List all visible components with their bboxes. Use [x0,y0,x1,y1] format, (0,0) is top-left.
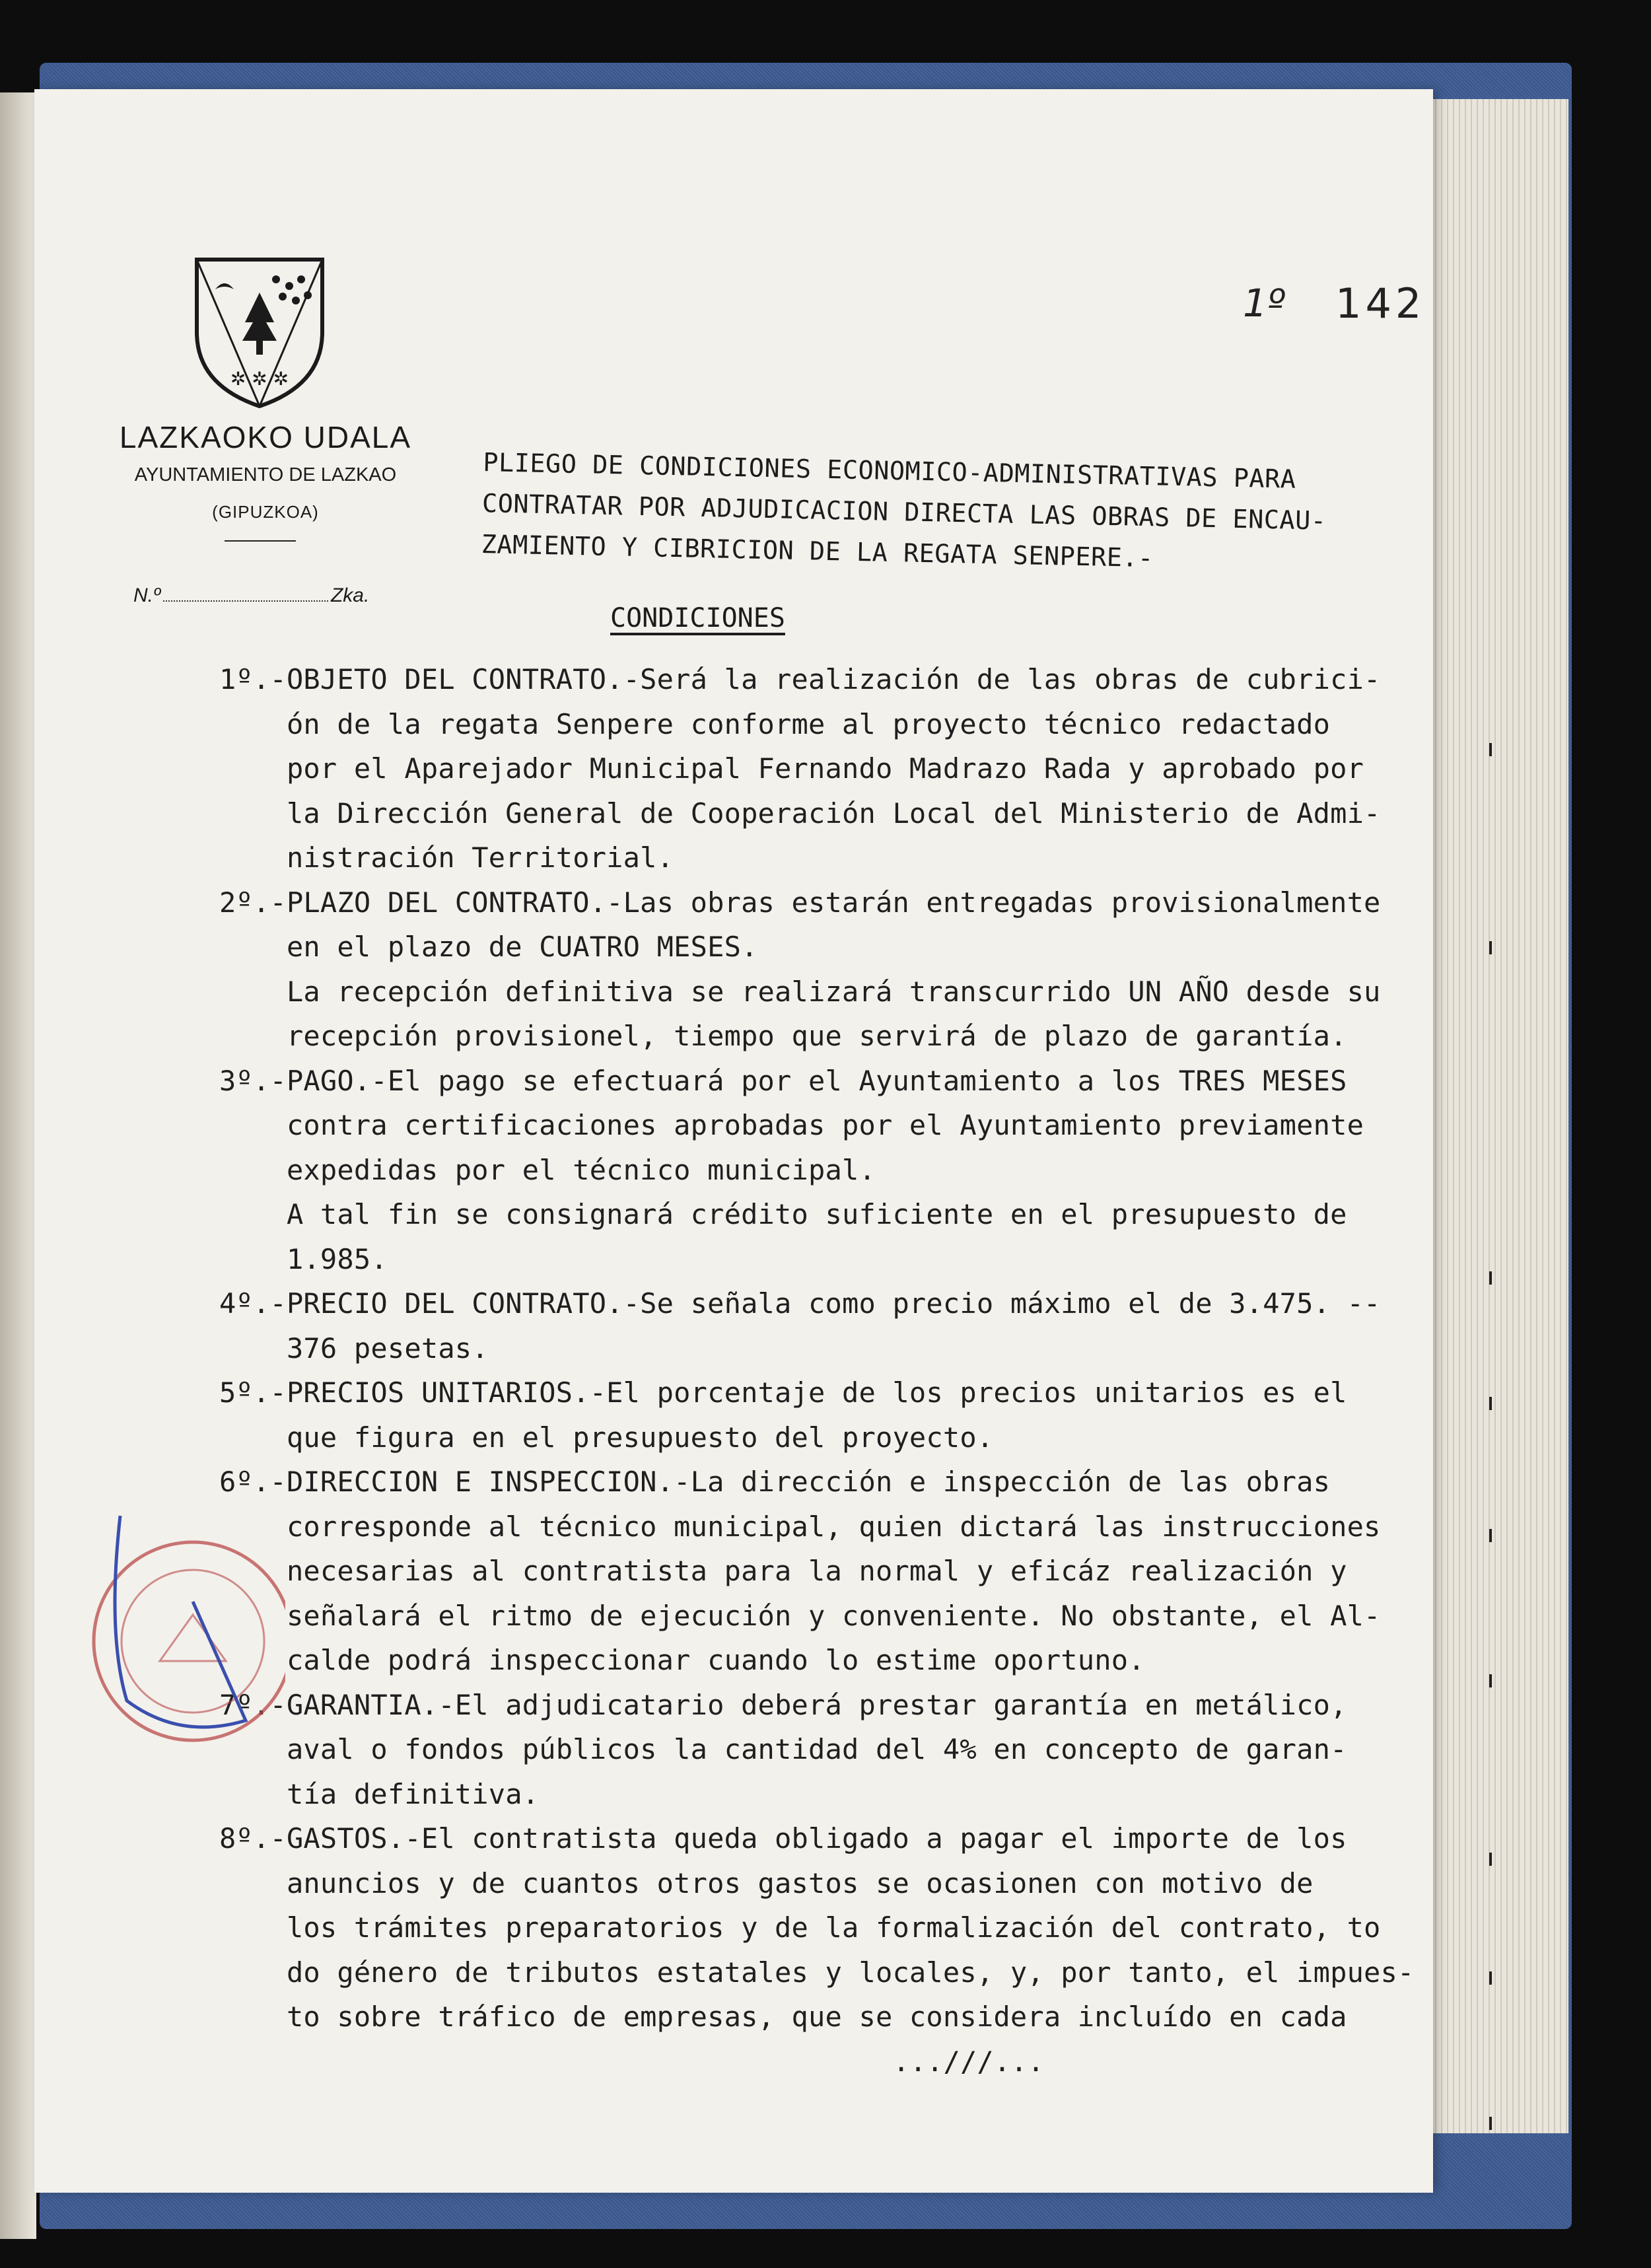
body-line: 8º.-GASTOS.-El contratista queda obligado a pagar el importe de los [219,1822,1347,1855]
continuation-marker: ...///... [893,2045,1045,2078]
body-line: corresponde al técnico municipal, quien dictará las instrucciones [219,1510,1381,1543]
organization-subtitle: AYUNTAMIENTO DE LAZKAO [134,464,397,485]
body-line: 1º.-OBJETO DEL CONTRATO.-Será la realización de las obras de cubrici- [219,663,1381,695]
body-line: por el Aparejador Municipal Fernando Madrazo Rada y aprobado por [219,752,1364,785]
body-line: expedidas por el técnico municipal. [219,1153,876,1186]
body-line: A tal fin se consignará crédito suficiente en el presupuesto de [219,1198,1347,1230]
handwritten-folio-mark: 1º [1243,281,1286,326]
body-line: anuncios y de cuantos otros gastos se ocasionen con motivo de [219,1866,1314,1899]
body-line: 5º.-PRECIOS UNITARIOS.-El porcentaje de los precios unitarios es el [219,1376,1347,1409]
body-line: 4º.-PRECIO DEL CONTRATO.-Se señala como precio máximo el de 3.475. -- [219,1287,1381,1320]
title-line: PLIEGO DE CONDICIONES ECONOMICO-ADMINISTRATIVAS PARA [482,447,1296,495]
body-line: señalará el ritmo de ejecución y conveniente. No obstante, el Al- [219,1599,1381,1632]
body-line: ón de la regata Senpere conforme al proyecto técnico redactado [219,707,1331,740]
conditions-heading: CONDICIONES [610,603,785,633]
body-line: 3º.-PAGO.-El pago se efectuará por el Ayuntamiento a los TRES MESES [219,1064,1347,1097]
body-line: recepción provisionel, tiempo que servirá de plazo de garantía. [219,1020,1347,1052]
body-line: do género de tributos estatales y locales, y, por tanto, el impues- [219,1956,1415,1989]
body-line: 7º.-GARANTIA.-El adjudicatario deberá prestar garantía en metálico, [219,1688,1347,1721]
body-line: La recepción definitiva se realizará transcurrido UN AÑO desde su [219,975,1381,1008]
body-line: 1.985. [219,1242,388,1275]
body-line: nistración Territorial. [219,841,674,874]
margin-tick-marks [1464,717,1517,2236]
body-line: contra certificaciones aprobadas por el Ayuntamiento previamente [219,1109,1364,1141]
organization-province: (GIPUZKOA) [212,502,319,522]
reference-prefix: N.º [133,585,160,606]
body-line: 2º.-PLAZO DEL CONTRATO.-Las obras estarán entregadas provisionalmente [219,886,1381,919]
reference-blank [163,588,328,602]
body-line: que figura en el presupuesto del proyecto. [219,1421,994,1454]
folio-number: 142 [1335,279,1426,328]
svg-text:✲ ✲ ✲: ✲ ✲ ✲ [230,368,289,390]
body-line: tía definitiva. [219,1777,540,1810]
body-line: to sobre tráfico de empresas, que se considera incluído en cada [219,2001,1347,2033]
letterhead-rule [225,540,296,542]
left-facing-page-edge [0,92,36,2239]
document-page [34,89,1433,2193]
body-line: en el plazo de CUATRO MESES. [219,931,758,963]
reference-suffix: Zka. [330,585,370,606]
municipal-stamp-icon [81,1503,285,1773]
organization-name: LAZKAOKO UDALA [119,420,412,454]
conditions-body [219,657,1487,2084]
municipal-crest-icon [190,253,329,411]
body-line: aval o fondos públicos la cantidad del 4% en concepto de garan- [219,1733,1347,1765]
title-line: ZAMIENTO Y CIBRICION DE LA REGATA SENPERE.- [481,529,1154,574]
body-line: los trámites preparatorios y de la formalización del contrato, to [219,1911,1381,1944]
body-line: la Dirección General de Cooperación Local del Ministerio de Admi- [219,797,1381,830]
title-line: CONTRATAR POR ADJUDICACION DIRECTA LAS OBRAS DE ENCAU- [481,488,1327,536]
body-line: 376 pesetas. [219,1331,489,1364]
body-line: necesarias al contratista para la normal y eficáz realización y [219,1555,1347,1587]
document-title [481,443,1434,585]
body-line: 6º.-DIRECCION E INSPECCION.-La dirección e inspección de las obras [219,1466,1331,1498]
body-line: calde podrá inspeccionar cuando lo estime oportuno. [219,1644,1145,1676]
reference-number-line [133,585,398,607]
